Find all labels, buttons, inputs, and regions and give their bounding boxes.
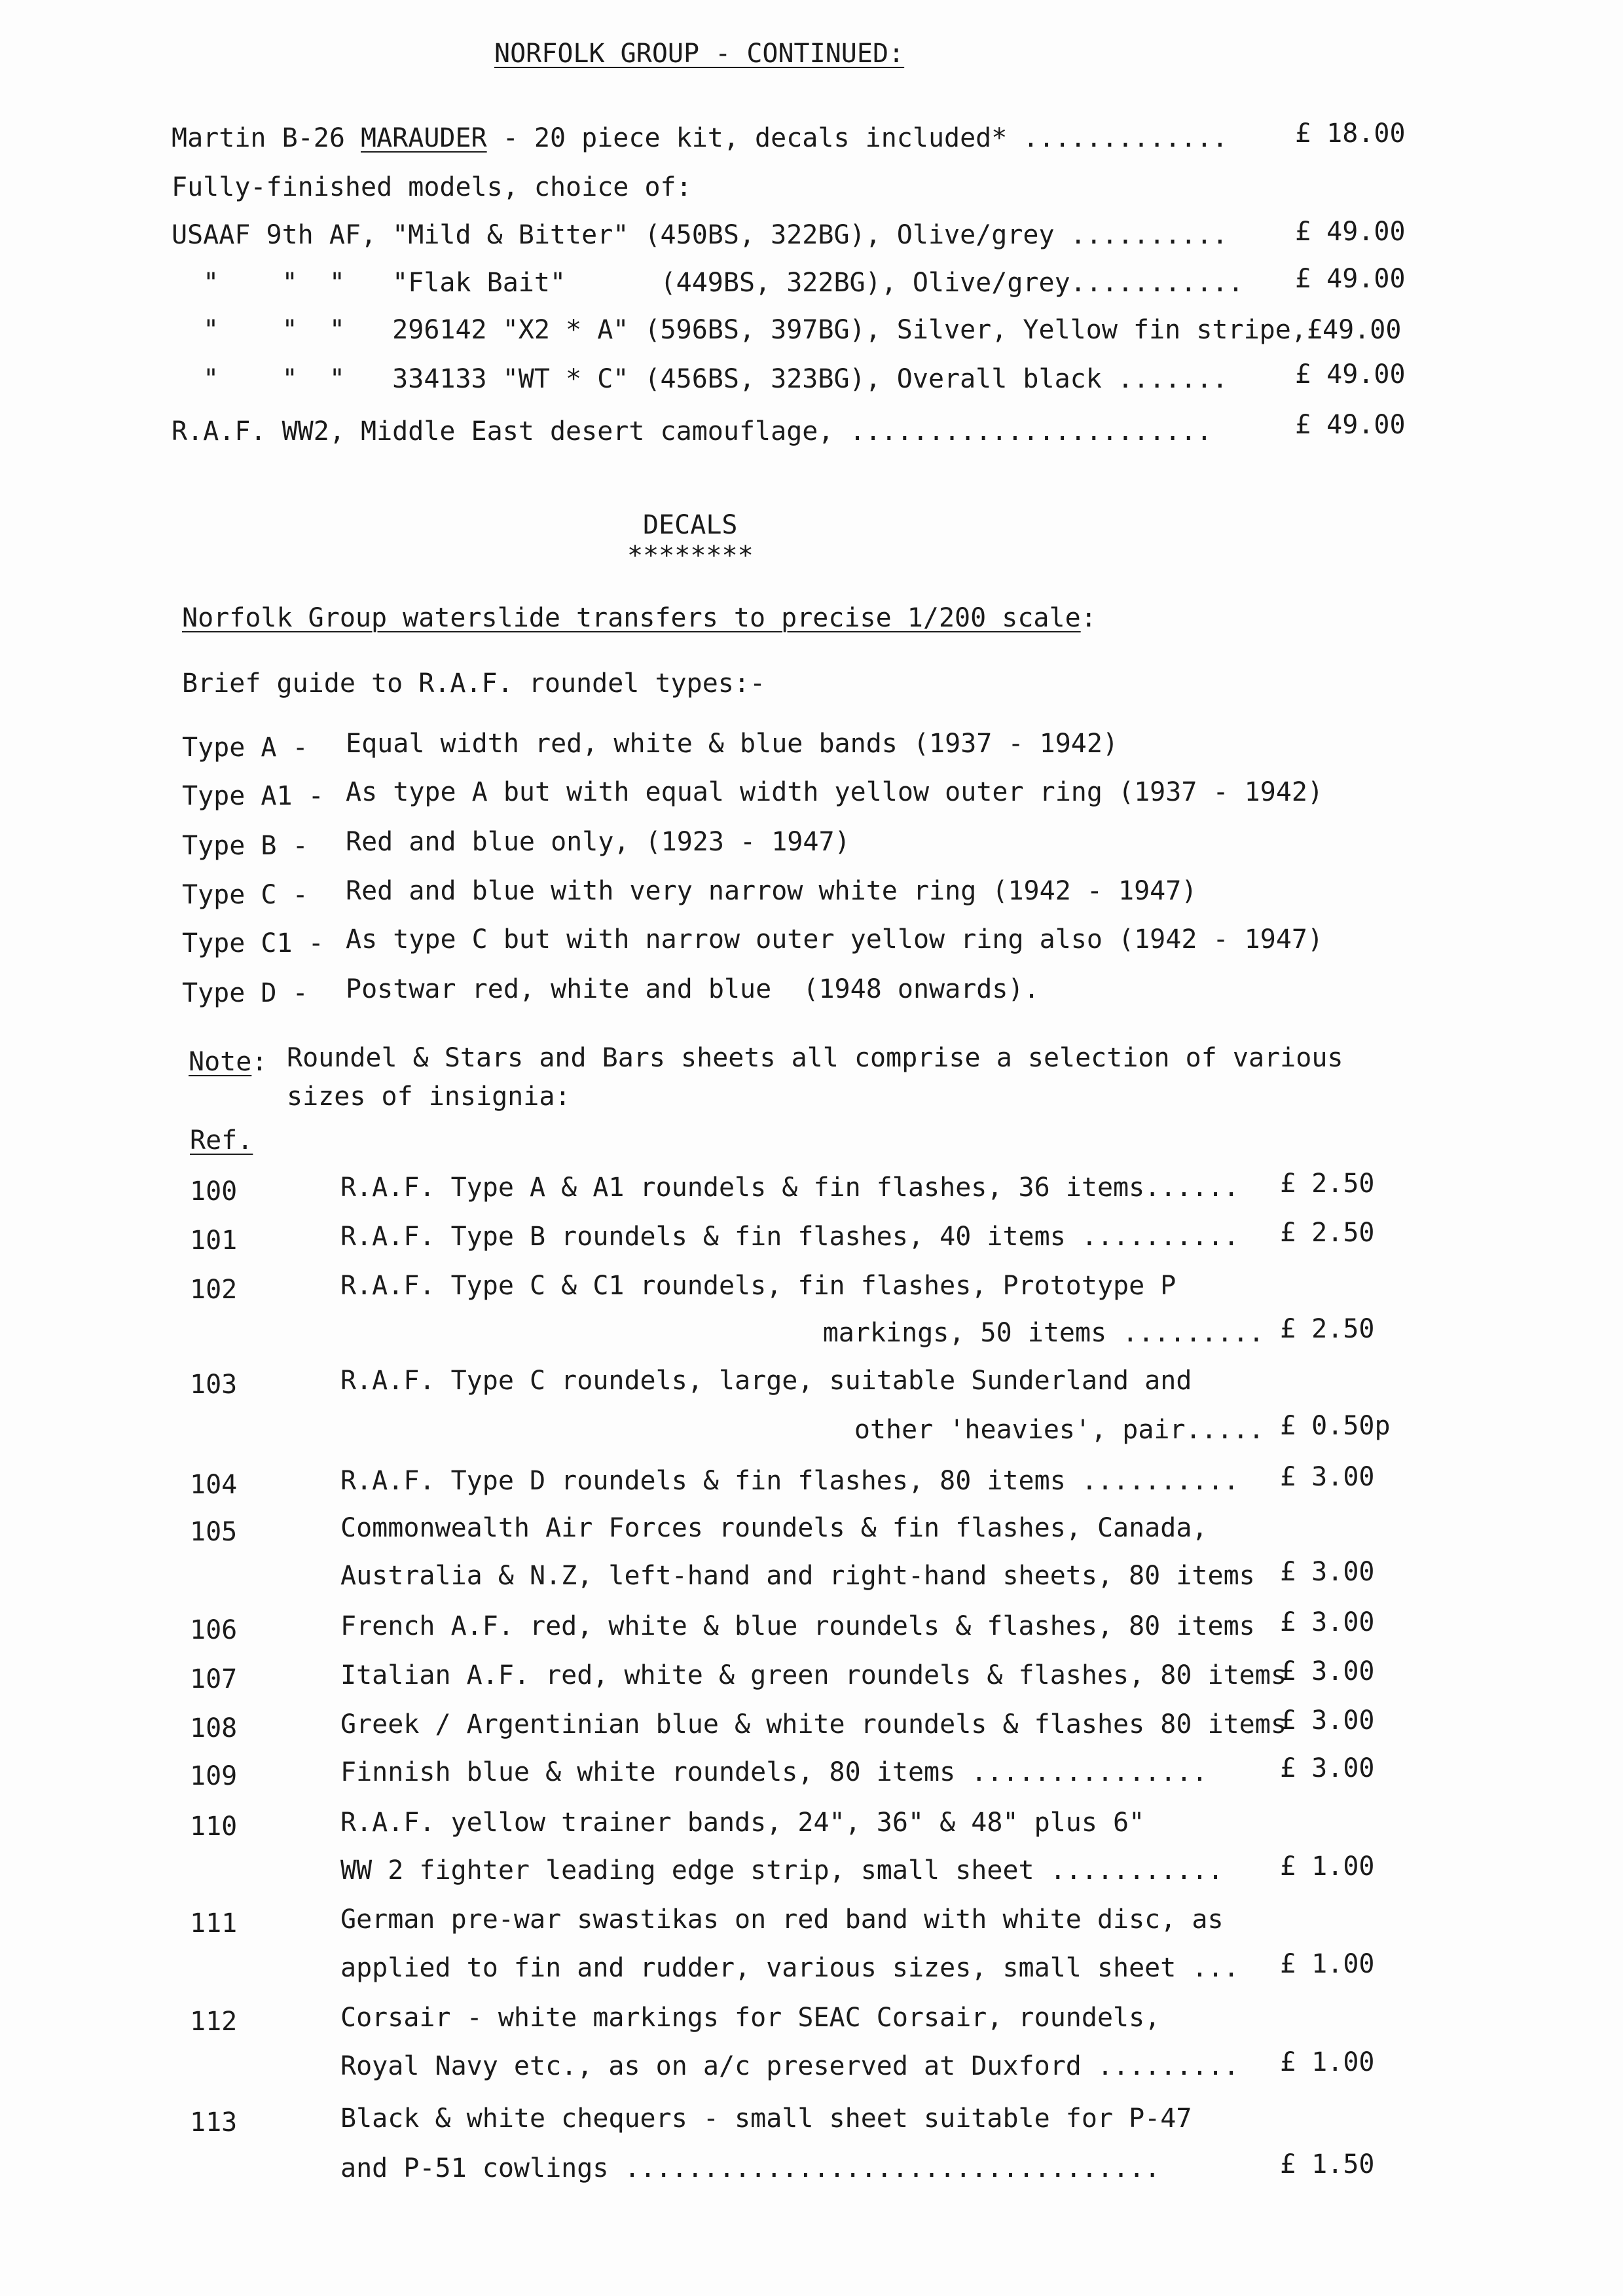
finished-row-price: £ 49.00 [1295, 264, 1406, 294]
item-price: £ 3.00 [1280, 1607, 1375, 1637]
roundel-type-label: Type A1 - [182, 781, 324, 811]
item-line: Finnish blue & white roundels, 80 items ............... [340, 1757, 1208, 1787]
item-price: £ 3.00 [1280, 1656, 1375, 1686]
kit-price: £ 18.00 [1295, 118, 1406, 149]
guide-intro: Brief guide to R.A.F. roundel types:- [182, 668, 766, 699]
finished-intro: Fully-finished models, choice of: [172, 172, 692, 202]
item-line: Italian A.F. red, white & green roundels & flashes, 80 items [340, 1660, 1286, 1690]
roundel-type-label: Type C - [182, 880, 308, 910]
item-ref: 104 [190, 1470, 238, 1500]
item-line: French A.F. red, white & blue roundels & flashes, 80 items [340, 1611, 1255, 1641]
finished-row: R.A.F. WW2, Middle East desert camouflage, ....................... [172, 416, 1213, 446]
note-label: Note [189, 1047, 252, 1077]
item-line: WW 2 fighter leading edge strip, small sheet ........... [340, 1855, 1224, 1886]
item-ref: 109 [190, 1761, 238, 1791]
item-ref: 111 [190, 1908, 238, 1939]
item-ref: 103 [190, 1370, 238, 1400]
item-ref: 101 [190, 1226, 238, 1256]
roundel-type-desc: Equal width red, white & blue bands (1937 - 1942) [346, 729, 1119, 759]
decals-stars: ******** [627, 541, 754, 571]
item-line: German pre-war swastikas on red band with white disc, as [340, 1904, 1224, 1935]
item-price: £ 3.00 [1280, 1753, 1375, 1783]
finished-row-price: £ 49.00 [1295, 217, 1406, 247]
ref-column-header: Ref. [190, 1125, 253, 1156]
kit-line [172, 122, 1228, 154]
item-line: and P-51 cowlings .................................. [340, 2153, 1161, 2183]
item-price: £ 2.50 [1280, 1218, 1375, 1248]
item-line: R.A.F. Type C roundels, large, suitable Sunderland and [340, 1366, 1192, 1396]
finished-row: USAAF 9th AF, "Mild & Bitter" (450BS, 322BG), Olive/grey .......... [172, 220, 1228, 250]
item-ref: 113 [190, 2107, 238, 2138]
item-line: applied to fin and rudder, various sizes, small sheet ... [340, 1953, 1239, 1983]
item-price: £ 3.00 [1280, 1705, 1375, 1736]
item-line: R.A.F. yellow trainer bands, 24", 36" & 48" plus 6" [340, 1808, 1145, 1838]
kit-name: MARAUDER [360, 123, 487, 153]
item-ref: 112 [190, 2007, 238, 2037]
item-price: £ 1.00 [1280, 1949, 1375, 1979]
note-line [189, 1046, 267, 1078]
item-ref: 108 [190, 1713, 238, 1743]
item-line: Royal Navy etc., as on a/c preserved at Duxford ......... [340, 2051, 1239, 2081]
item-ref: 110 [190, 1812, 238, 1842]
item-ref: 105 [190, 1517, 238, 1547]
item-price: £ 1.00 [1280, 2047, 1375, 2077]
item-price: £ 3.00 [1280, 1557, 1375, 1587]
finished-row: " " " 334133 "WT * C" (456BS, 323BG), Overall black ....... [172, 364, 1228, 394]
roundel-type-label: Type C1 - [182, 928, 324, 958]
kit-name-prefix: Martin B-26 [172, 123, 361, 153]
item-line: Corsair - white markings for SEAC Corsair, roundels, [340, 2003, 1161, 2033]
decals-heading: DECALS [643, 510, 738, 540]
item-line: Black & white chequers - small sheet suitable for P-47 [340, 2104, 1192, 2134]
item-line: Commonwealth Air Forces roundels & fin flashes, Canada, [340, 1513, 1208, 1543]
item-ref: 102 [190, 1275, 238, 1305]
item-price: £ 1.50 [1280, 2149, 1375, 2179]
item-line: R.A.F. Type A & A1 roundels & fin flashes, 36 items...... [340, 1173, 1239, 1203]
roundel-type-desc: As type C but with narrow outer yellow ring also (1942 - 1947) [346, 924, 1324, 955]
item-ref: 100 [190, 1176, 238, 1207]
note-text-1: Roundel & Stars and Bars sheets all comprise a selection of various [287, 1043, 1343, 1073]
item-line: Greek / Argentinian blue & white roundels & flashes 80 items [340, 1709, 1286, 1740]
item-line: R.A.F. Type C & C1 roundels, fin flashes, Prototype P [340, 1271, 1176, 1301]
item-price: £ 2.50 [1280, 1314, 1375, 1344]
finished-row-price: £ 49.00 [1295, 359, 1406, 390]
page-title: NORFOLK GROUP - CONTINUED: [494, 39, 905, 69]
finished-row: " " " "Flak Bait" (449BS, 322BG), Olive/grey........... [172, 268, 1244, 298]
decals-subtitle [182, 602, 1097, 634]
roundel-type-desc: Red and blue with very narrow white ring (1942 - 1947) [346, 876, 1197, 906]
roundel-type-label: Type B - [182, 831, 308, 861]
item-price: £ 0.50p [1280, 1411, 1391, 1441]
kit-desc: - 20 piece kit, decals included* ............. [486, 123, 1228, 153]
roundel-type-label: Type D - [182, 978, 308, 1008]
decals-subtitle-text: Norfolk Group waterslide transfers to precise 1/200 scale [182, 603, 1081, 633]
item-line: markings, 50 items ......... [822, 1318, 1264, 1348]
item-price: £ 3.00 [1280, 1462, 1375, 1492]
decals-subtitle-colon: : [1080, 603, 1097, 633]
item-ref: 107 [190, 1664, 238, 1694]
finished-row-price: £ 49.00 [1295, 410, 1406, 440]
item-line: R.A.F. Type D roundels & fin flashes, 80 items .......... [340, 1466, 1239, 1496]
finished-row: " " " 296142 "X2 * A" (596BS, 397BG), Silver, Yellow fin stripe,£49.00 [172, 315, 1402, 345]
note-colon: : [251, 1047, 268, 1077]
roundel-type-desc: Postwar red, white and blue (1948 onwards). [346, 974, 1040, 1004]
item-line: R.A.F. Type B roundels & fin flashes, 40 items .......... [340, 1222, 1239, 1252]
item-price: £ 2.50 [1280, 1169, 1375, 1199]
roundel-type-desc: As type A but with equal width yellow outer ring (1937 - 1942) [346, 777, 1324, 807]
note-text-2: sizes of insignia: [287, 1082, 571, 1112]
roundel-type-label: Type A - [182, 733, 308, 763]
item-price: £ 1.00 [1280, 1851, 1375, 1882]
roundel-type-desc: Red and blue only, (1923 - 1947) [346, 827, 850, 857]
item-ref: 106 [190, 1615, 238, 1645]
item-line: other 'heavies', pair..... [854, 1415, 1264, 1445]
item-line: Australia & N.Z, left-hand and right-hand sheets, 80 items [340, 1561, 1255, 1591]
